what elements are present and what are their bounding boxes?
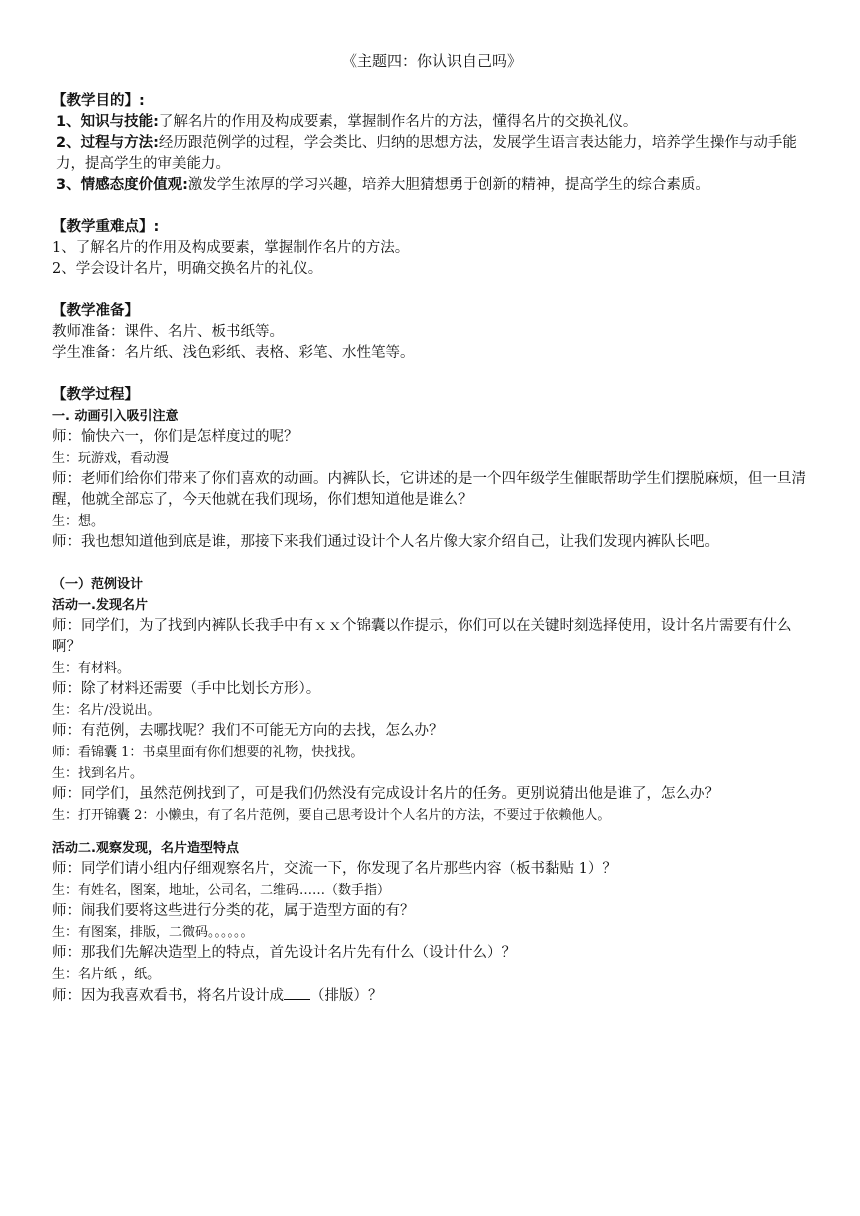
goal-text: 激发学生浓厚的学习兴趣，培养大胆猜想勇于创新的精神，提高学生的综合素质。 bbox=[187, 177, 710, 193]
goal-label: 3、情感态度价值观: bbox=[56, 177, 188, 193]
dialogue-line: 生：想。 bbox=[52, 514, 105, 529]
dialogue-line: 师：愉快六一，你们是怎样度过的呢？ bbox=[52, 429, 299, 445]
keypoints-heading: 【教学重难点】: bbox=[52, 219, 160, 235]
prep-student: 学生准备：名片纸、浅色彩纸、表格、彩笔、水性笔等。 bbox=[52, 345, 415, 361]
dialogue-line: 生：打开锦囊 2：小懒虫，有了名片范例，要自己思考设计个人名片的方法，不要过于依赖他人。 bbox=[52, 808, 611, 823]
prep-heading: 【教学准备】 bbox=[52, 303, 139, 319]
document-title: 《主题四：你认识自己吗》 bbox=[341, 52, 522, 70]
activity1-heading: 活动一.发现名片 bbox=[52, 598, 148, 613]
dialogue-line: 生：有姓名，图案，地址，公司名，二维码……（数手指） bbox=[52, 883, 391, 898]
document-page bbox=[52, 50, 812, 1007]
dialogue-line: 师：有范例，去哪找呢？我们不可能无方向的去找，怎么办？ bbox=[52, 723, 444, 739]
dialogue-line: 师：同学们请小组内仔细观察名片，交流一下，你发现了名片那些内容（板书黏贴 1）？ bbox=[52, 861, 617, 877]
dialogue-line: 生：名片纸 ，纸。 bbox=[52, 967, 161, 982]
dialogue-line: 生：找到名片。 bbox=[52, 766, 144, 781]
goal-item-1 bbox=[52, 112, 812, 133]
dialogue-line: 生：有图案，排版，二微码。。。。。。 bbox=[52, 925, 254, 940]
dialogue-line: 生：有材料。 bbox=[52, 661, 131, 676]
goal-text: 经历跟范例学的过程，学会类比、归纳的思想方法，发展学生语言表达能力，培养学生操作与动手能力，提高学生的审美能力。 bbox=[56, 135, 797, 172]
process-heading: 【教学过程】 bbox=[52, 387, 139, 403]
goals-heading: 【教学目的】: bbox=[52, 93, 145, 109]
goal-label: 1、知识与技能: bbox=[56, 114, 159, 130]
fill-blank bbox=[284, 985, 310, 1000]
dialogue-line: 师：老师们给你们带来了你们喜欢的动画。内裤队长，它讲述的是一个四年级学生催眠帮助学生们摆脱麻烦，但一旦清醒，他就全部忘了，今天他就在我们现场，你们想知道他是谁么？ bbox=[52, 471, 806, 508]
keypoint-item: 1、了解名片的作用及构成要素，掌握制作名片的方法。 bbox=[52, 240, 410, 256]
dialogue-line: 生：玩游戏，看动漫 bbox=[52, 451, 170, 466]
goal-label: 2、过程与方法: bbox=[56, 135, 159, 151]
line-text: （排版）？ bbox=[310, 988, 383, 1004]
section1-heading: （一）范例设计 bbox=[52, 577, 144, 592]
prep-teacher: 教师准备：课件、名片、板书纸等。 bbox=[52, 324, 284, 340]
dialogue-line: 师：同学们，为了找到内裤队长我手中有ｘｘ个锦囊以作提示，你们可以在关键时刻选择使用，设计名片需要有什么啊？ bbox=[52, 618, 792, 655]
activity2-heading: 活动二.观察发现，名片造型特点 bbox=[52, 841, 239, 856]
dialogue-line: 师：闹我们要将这些进行分类的花，属于造型方面的有？ bbox=[52, 903, 415, 919]
line-text: 师：因为我喜欢看书，将名片设计成 bbox=[52, 988, 284, 1004]
dialogue-line: 师：同学们，虽然范例找到了，可是我们仍然没有完成设计名片的任务。更别说猜出他是谁了，怎么办？ bbox=[52, 786, 719, 802]
part1-heading: 一. 动画引入吸引注意 bbox=[52, 409, 179, 424]
dialogue-line: 生：名片/没说出。 bbox=[52, 703, 161, 718]
goal-item-3 bbox=[52, 175, 812, 196]
dialogue-line: 师：我也想知道他到底是谁，那接下来我们通过设计个人名片像大家介绍自己，让我们发现内裤队长吧。 bbox=[52, 534, 719, 550]
dialogue-line: 师：除了材料还需要（手中比划长方形）。 bbox=[52, 681, 321, 697]
dialogue-line: 师：看锦囊 1：书桌里面有你们想要的礼物，快找找。 bbox=[52, 745, 364, 760]
keypoint-item: 2、学会设计名片，明确交换名片的礼仪。 bbox=[52, 261, 323, 277]
activity2-dialogue bbox=[52, 859, 812, 985]
goal-item-2 bbox=[52, 133, 812, 175]
part1-dialogue bbox=[52, 427, 812, 553]
dialogue-line: 师：那我们先解决造型上的特点，首先设计名片先有什么（设计什么）？ bbox=[52, 945, 516, 961]
dialogue-line bbox=[52, 985, 812, 1007]
goal-text: 了解名片的作用及构成要素，掌握制作名片的方法，懂得名片的交换礼仪。 bbox=[158, 114, 638, 130]
activity1-dialogue bbox=[52, 616, 812, 826]
